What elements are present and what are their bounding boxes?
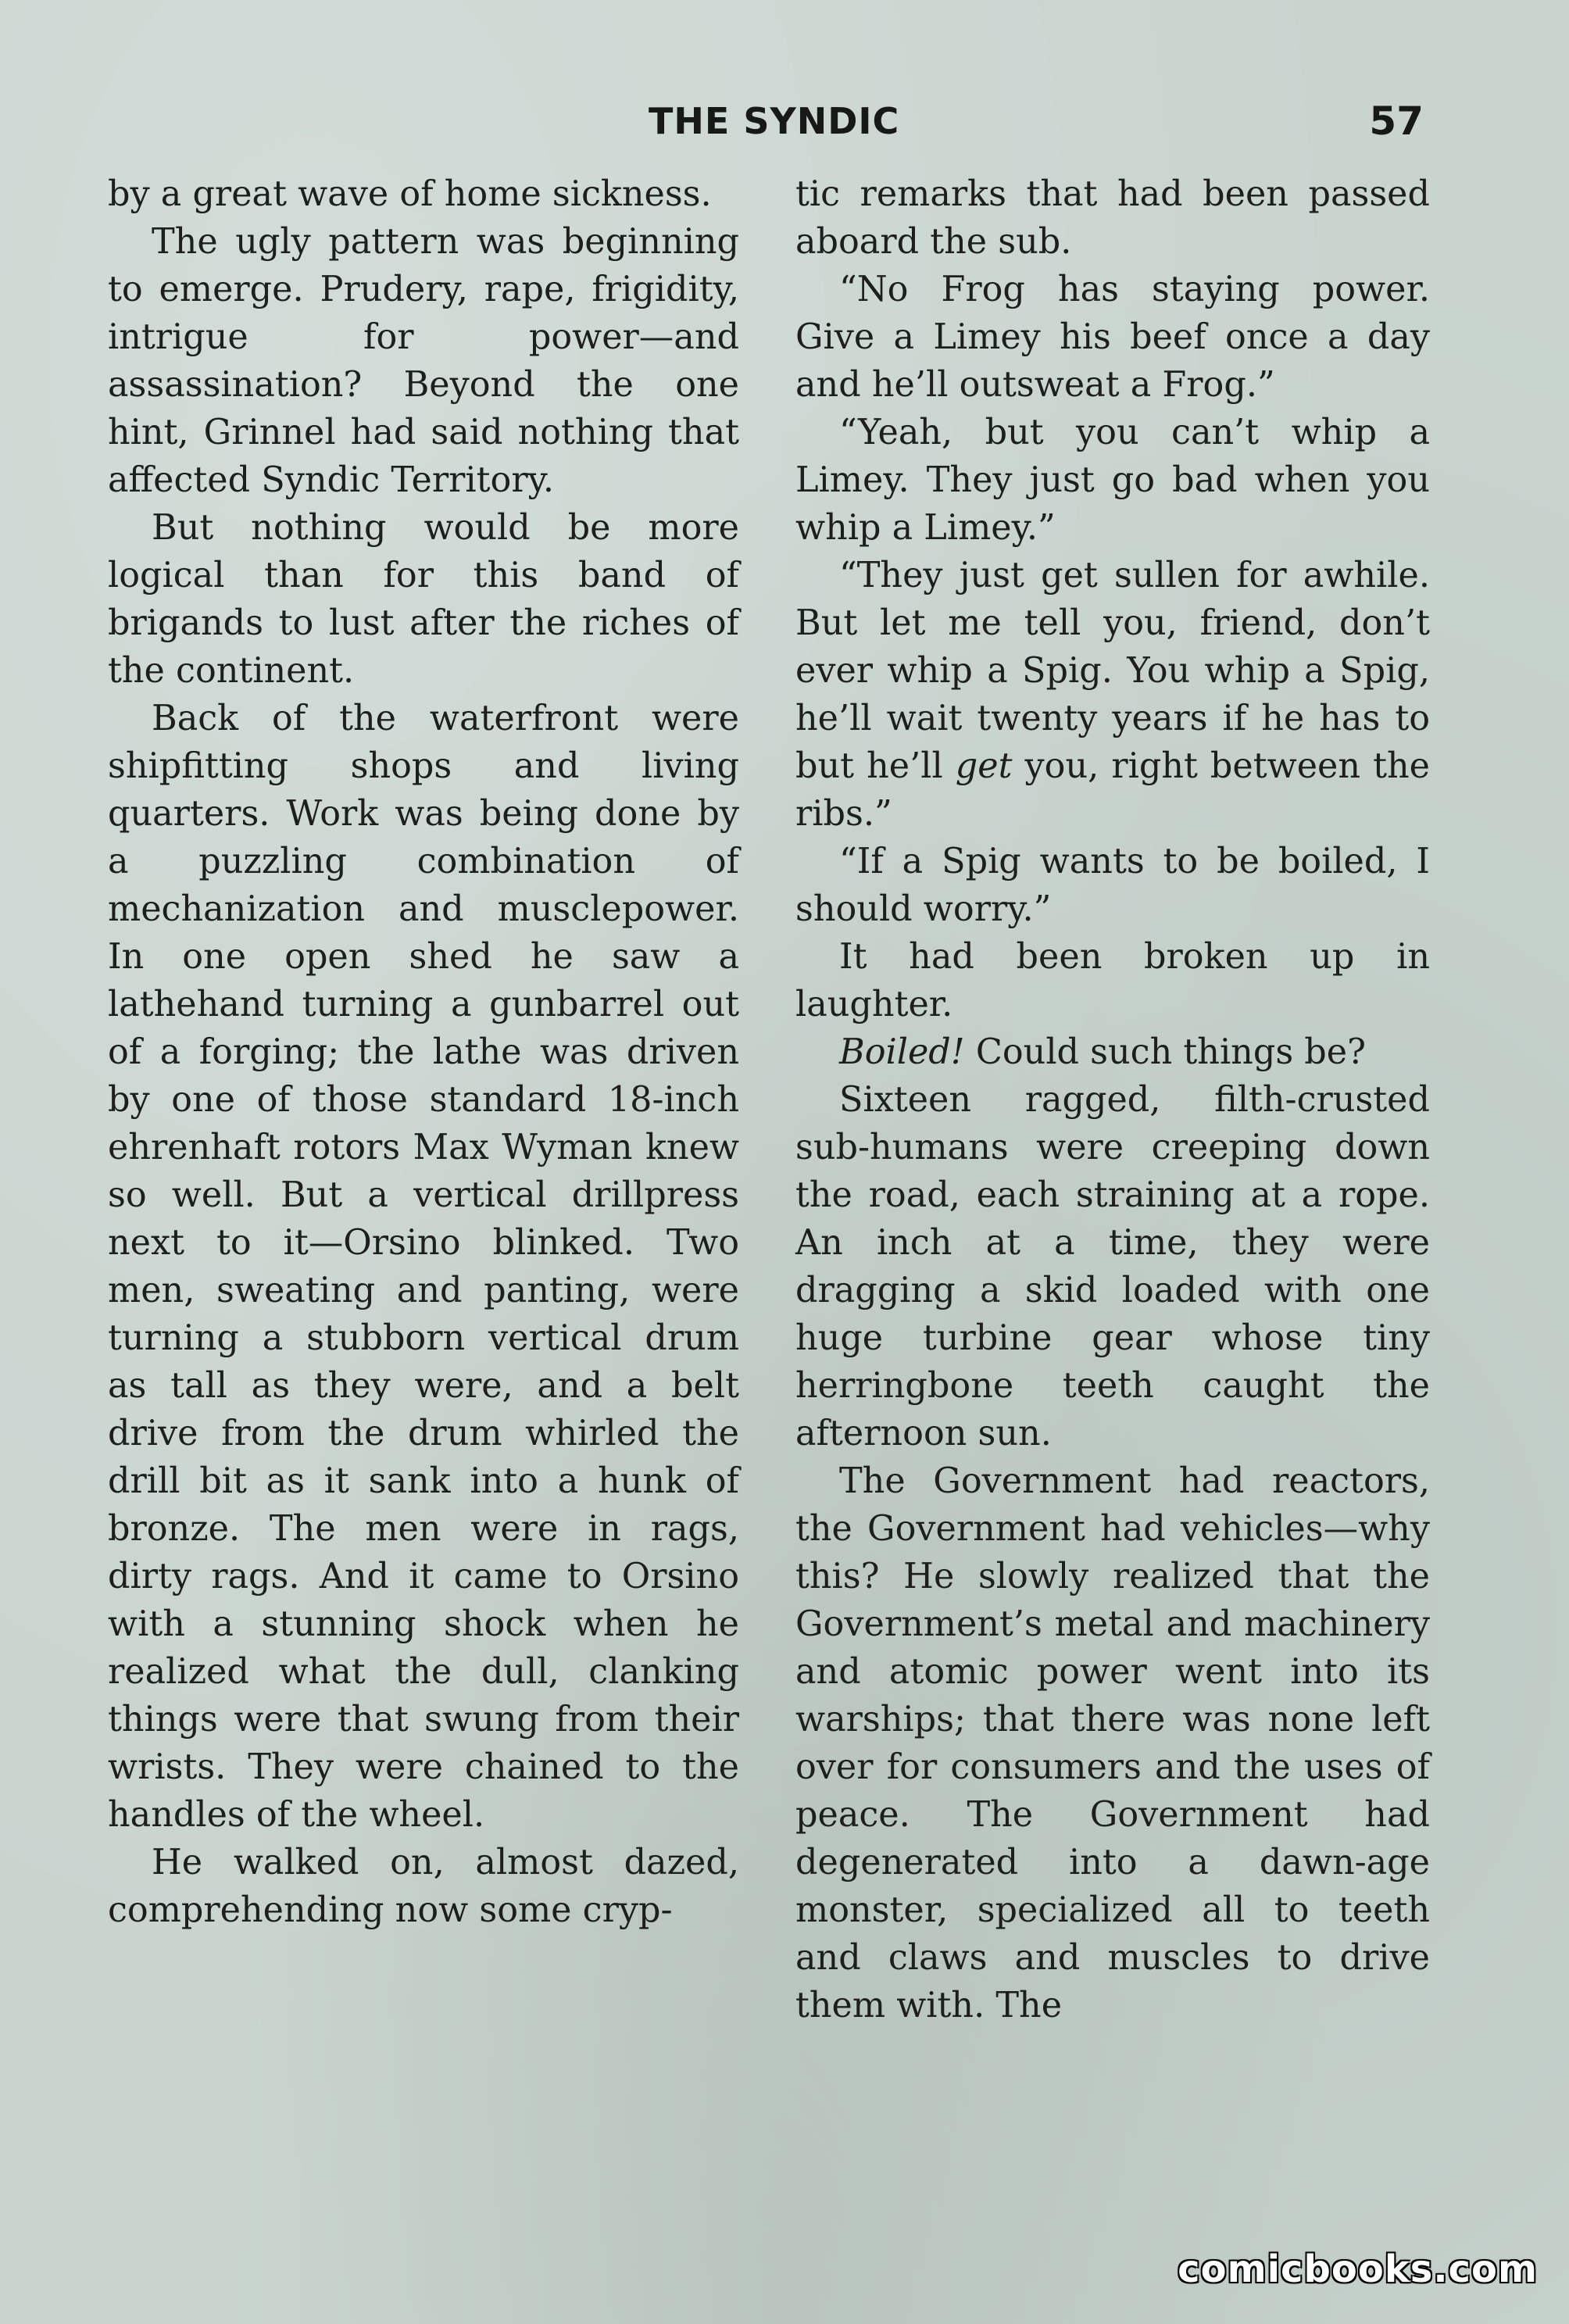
page-number: 57 <box>1369 98 1424 144</box>
paragraph: “No Frog has staying power. Give a Limey his beef once a day and he’ll outsweat a Frog.” <box>795 270 1430 405</box>
italic-text: get <box>955 746 1013 786</box>
paragraph: The ugly pattern was beginning to emerge. Prudery, rape, frigidity, intrigue for power—and assassination? Beyond the one hint, Grinnel had said nothing that affected Syndic Territory. <box>108 222 739 500</box>
site-watermark: comicbooks.com <box>1178 2247 1538 2291</box>
paragraph: “Yeah, but you can’t whip a Limey. They just go bad when you whip a Limey.” <box>795 413 1430 548</box>
paragraph: Sixteen ragged, filth-crusted sub-humans were creeping down the road, each straining at a rope. An inch at a time, they were dragging a skid loaded with one huge turbine gear whose tiny herringbone teeth caught the afternoon sun. <box>795 1080 1430 1453</box>
text-run: Could such things be? <box>964 1032 1366 1072</box>
paragraph: The Government had reactors, the Government had vehicles—why this? He slowly realized that the Government’s metal and machinery and atomic power went into its warships; that there was none left over for consumers and the uses of peace. The Government had degenerated into a dawn-age monster, specialized all to teeth and claws and muscles to drive them with. The <box>795 1461 1430 2025</box>
italic-text: Boiled! <box>839 1032 965 1072</box>
right-column <box>795 170 1430 2029</box>
paragraph: It had been broken up in laughter. <box>795 937 1430 1024</box>
paragraph: “If a Spig wants to be boiled, I should worry.” <box>795 842 1430 929</box>
paragraph: Back of the waterfront were shipfitting shops and living quarters. Work was being done by a puzzling combination of mechanization and musclepower. In one open shed he saw a lathehand turning a gunbarrel out of a forging; the lathe was driven by one of those standard 18-inch ehrenhaft rotors Max Wyman knew so well. But a vertical drillpress next to it—Orsino blinked. Two men, sweating and panting, were turning a stubborn vertical drum as tall as they were, and a belt drive from the drum whirled the drill bit as it sank into a hunk of bronze. The men were in rags, dirty rags. And it came to Orsino with a stunning shock when he realized what the dull, clanking things were that swung from their wrists. They were chained to the handles of the wheel. <box>108 699 739 1835</box>
text-run: you, right between the ribs.” <box>795 746 1430 834</box>
text-run: “They just get sullen for awhile. But let me tell you, friend, don’t ever whip a Spig. You whip a Spig, he’ll wait twenty years if he has to but he’ll <box>795 556 1430 786</box>
left-column <box>108 170 739 1934</box>
paragraph <box>795 1028 1430 1076</box>
paragraph <box>795 552 1430 838</box>
paragraph: He walked on, almost dazed, comprehending now some cryp- <box>108 1843 739 1930</box>
paragraph: tic remarks that had been passed aboard the sub. <box>795 174 1430 262</box>
paragraph: But nothing would be more logical than for this band of brigands to lust after the riches of the continent. <box>108 508 739 691</box>
paragraph: by a great wave of home sickness. <box>108 174 712 214</box>
running-title: THE SYNDIC <box>649 100 900 142</box>
